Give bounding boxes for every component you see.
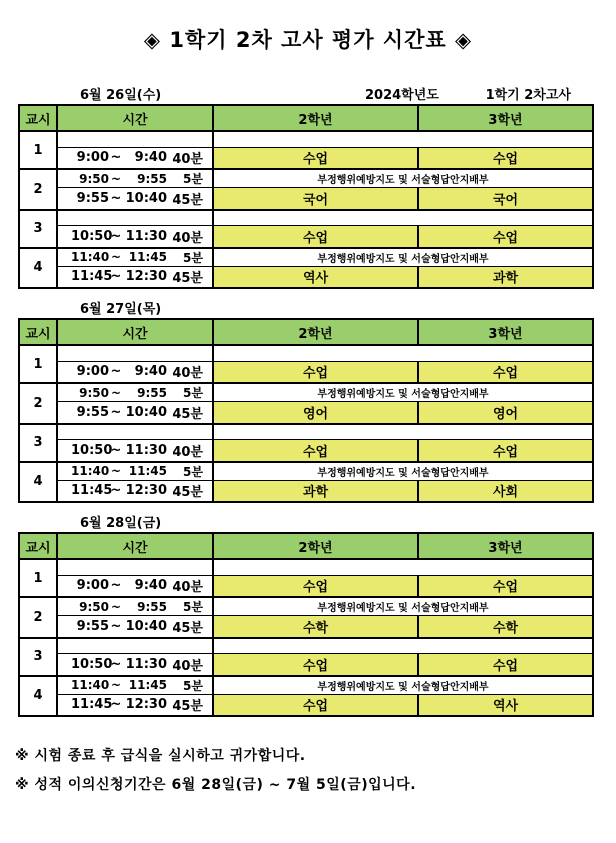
proctoring-note-cell: 부정행위예방지도 및 서술형답안지배부 [213,383,593,402]
time-end: 11:30 [125,228,167,244]
proctoring-note-cell: 부정행위예방지도 및 서술형답안지배부 [213,597,593,616]
day-date-label: 6월 27일(목) [80,302,162,317]
time-start: 9:55 [76,618,109,634]
timetable-row [19,440,593,462]
time-cell [57,266,213,288]
time-duration: 40분 [172,152,203,168]
grade3-subject-cell: 역사 [418,694,593,716]
time-separator: ~ [110,150,122,166]
time-range [58,677,212,694]
time-start: 9:55 [76,404,109,420]
grade2-subject-cell: 과학 [213,480,418,502]
time-end: 10:40 [125,190,167,206]
time-range [58,170,212,187]
time-separator: ~ [110,483,122,499]
timetable-row [19,694,593,716]
time-start: 9:50 [79,599,109,614]
time-range [58,695,212,714]
time-range [58,481,212,500]
time-separator: ~ [110,269,122,285]
time-separator: ~ [110,656,122,672]
column-header-grade2: 2학년 [213,105,418,131]
time-duration: 5분 [183,386,203,400]
blank-cell [213,345,593,361]
day-header-3 [18,512,573,529]
time-duration: 40분 [172,444,203,460]
timetable-row [19,169,593,188]
time-duration: 45분 [172,271,203,287]
blank-cell [213,424,593,440]
time-separator: ~ [110,678,122,692]
exam-timetable-day1 [18,104,594,289]
day-header-2 [18,298,573,315]
time-start: 10:50 [71,656,113,672]
time-start: 11:40 [71,678,110,692]
time-cell [57,559,213,575]
time-end: 12:30 [125,269,167,285]
time-start: 9:50 [79,385,109,400]
column-header-grade2: 2학년 [213,533,418,559]
time-duration: 40분 [172,658,203,674]
blank-cell [213,210,593,226]
time-end: 12:30 [125,483,167,499]
time-start: 11:40 [71,464,110,478]
time-end: 11:45 [128,678,167,692]
timetable-row [19,597,593,616]
exam-timetable-day3 [18,532,594,717]
time-end: 9:55 [137,171,167,186]
time-cell [57,169,213,188]
period-number-cell: 3 [19,210,57,248]
time-duration: 45분 [172,406,203,422]
footnote-objection-period: ※ 성적 이의신청기간은 6월 28일(금) ~ 7월 5일(금)입니다. [15,777,417,793]
time-separator: ~ [110,385,122,400]
day-section-1 [0,84,616,289]
grade3-subject-cell: 과학 [418,266,593,288]
timetable-row [19,226,593,248]
time-cell [57,147,213,169]
time-separator: ~ [110,364,122,380]
time-range [58,249,212,266]
time-end: 9:40 [134,150,167,166]
time-duration: 40분 [172,366,203,382]
period-number-cell: 1 [19,559,57,597]
column-header-grade3: 3학년 [418,533,593,559]
grade2-subject-cell: 수업 [213,654,418,676]
time-range [58,441,212,460]
period-number-cell: 1 [19,131,57,169]
timetable-row [19,424,593,440]
time-range [58,189,212,208]
time-start: 9:50 [79,171,109,186]
period-number-cell: 3 [19,638,57,676]
grade3-subject-cell: 수업 [418,440,593,462]
column-header-grade3: 3학년 [418,105,593,131]
timetable-header-row [19,319,593,345]
time-cell [57,597,213,616]
time-separator: ~ [110,190,122,206]
blank-cell [213,638,593,654]
time-cell [57,361,213,383]
time-start: 11:45 [71,697,113,713]
timetable-row [19,654,593,676]
time-cell [57,383,213,402]
day-section-2 [0,298,616,503]
school-year-label: 2024학년도 [365,88,439,103]
column-header-grade3: 3학년 [418,319,593,345]
time-range [58,617,212,636]
grade2-subject-cell: 수업 [213,694,418,716]
time-separator: ~ [110,228,122,244]
time-cell [57,248,213,267]
timetable-row [19,361,593,383]
grade2-subject-cell: 수업 [213,575,418,597]
time-duration: 45분 [172,485,203,501]
grade3-subject-cell: 수업 [418,147,593,169]
period-number-cell: 1 [19,345,57,383]
time-end: 10:40 [125,618,167,634]
grade2-subject-cell: 수업 [213,147,418,169]
time-start: 9:00 [76,150,109,166]
period-number-cell: 4 [19,676,57,717]
grade3-subject-cell: 국어 [418,188,593,210]
time-range [58,384,212,401]
time-range [58,227,212,246]
time-start: 11:45 [71,483,113,499]
day-date-label: 6월 26일(수) [80,88,162,103]
time-cell [57,616,213,638]
time-duration: 5분 [183,600,203,614]
day-section-3 [0,512,616,717]
grade2-subject-cell: 수업 [213,361,418,383]
time-separator: ~ [110,599,122,614]
column-header-time: 시간 [57,319,213,345]
time-end: 9:55 [137,385,167,400]
time-start: 9:55 [76,190,109,206]
grade3-subject-cell: 수업 [418,361,593,383]
grade2-subject-cell: 수업 [213,226,418,248]
grade3-subject-cell: 수업 [418,226,593,248]
timetable-row [19,266,593,288]
grade3-subject-cell: 수학 [418,616,593,638]
time-separator: ~ [110,697,122,713]
time-separator: ~ [110,464,122,478]
time-cell [57,638,213,654]
time-separator: ~ [110,250,122,264]
time-end: 10:40 [125,404,167,420]
timetable-header-row [19,105,593,131]
time-cell [57,345,213,361]
time-start: 9:00 [76,364,109,380]
time-cell [57,480,213,502]
column-header-time: 시간 [57,533,213,559]
timetable-row [19,210,593,226]
column-header-period: 교시 [19,319,57,345]
time-cell [57,188,213,210]
period-number-cell: 4 [19,462,57,503]
time-range [58,655,212,674]
timetable-row [19,462,593,481]
time-start: 11:40 [71,250,110,264]
time-range [58,576,212,595]
time-end: 11:45 [128,250,167,264]
proctoring-note-cell: 부정행위예방지도 및 서술형답안지배부 [213,248,593,267]
time-duration: 5분 [183,678,203,693]
time-end: 9:40 [134,578,167,594]
time-separator: ~ [110,442,122,458]
grade2-subject-cell: 수업 [213,440,418,462]
time-duration: 45분 [172,620,203,636]
time-range [58,463,212,480]
grade3-subject-cell: 수업 [418,654,593,676]
timetable-row [19,383,593,402]
blank-cell [213,559,593,575]
timetable-row [19,480,593,502]
time-end: 12:30 [125,697,167,713]
column-header-period: 교시 [19,105,57,131]
timetable-row [19,676,593,695]
timetable-row [19,559,593,575]
column-header-time: 시간 [57,105,213,131]
column-header-grade2: 2학년 [213,319,418,345]
time-cell [57,462,213,481]
time-duration: 45분 [172,192,203,208]
time-duration: 40분 [172,580,203,596]
day-header-1 [18,84,573,101]
timetable-row [19,188,593,210]
time-cell [57,694,213,716]
time-duration: 5분 [183,464,203,479]
period-number-cell: 2 [19,597,57,638]
time-range [58,362,212,381]
time-duration: 40분 [172,230,203,246]
timetable-row [19,131,593,147]
time-start: 9:00 [76,578,109,594]
time-duration: 45분 [172,699,203,715]
footnote-lunch: ※ 시험 종료 후 급식을 실시하고 귀가합니다. [15,748,306,764]
period-number-cell: 4 [19,248,57,289]
period-number-cell: 2 [19,383,57,424]
time-cell [57,654,213,676]
time-cell [57,226,213,248]
time-range [58,267,212,286]
proctoring-note-cell: 부정행위예방지도 및 서술형답안지배부 [213,676,593,695]
exam-timetable-day2 [18,318,594,503]
time-separator: ~ [110,171,122,186]
time-end: 11:45 [128,464,167,478]
column-header-period: 교시 [19,533,57,559]
grade2-subject-cell: 영어 [213,402,418,424]
timetables [0,84,616,717]
timetable-row [19,638,593,654]
time-cell [57,575,213,597]
timetable-row [19,575,593,597]
time-end: 11:30 [125,442,167,458]
timetable-header-row [19,533,593,559]
time-separator: ~ [110,578,122,594]
period-number-cell: 2 [19,169,57,210]
time-cell [57,676,213,695]
timetable-row [19,248,593,267]
time-start: 10:50 [71,228,113,244]
time-separator: ~ [110,618,122,634]
day-date-label: 6월 28일(금) [80,516,162,531]
time-range [58,148,212,167]
timetable-row [19,402,593,424]
grade3-subject-cell: 영어 [418,402,593,424]
time-cell [57,440,213,462]
grade2-subject-cell: 국어 [213,188,418,210]
footnotes [15,745,616,794]
grade2-subject-cell: 역사 [213,266,418,288]
timetable-row [19,345,593,361]
time-range [58,598,212,615]
time-range [58,403,212,422]
period-number-cell: 3 [19,424,57,462]
time-cell [57,424,213,440]
time-cell [57,210,213,226]
timetable-row [19,147,593,169]
time-cell [57,402,213,424]
time-duration: 5분 [183,172,203,186]
exam-name-label: 1학기 2차고사 [485,88,571,103]
time-duration: 5분 [183,250,203,265]
document-page [0,24,616,843]
time-end: 9:40 [134,364,167,380]
time-separator: ~ [110,404,122,420]
proctoring-note-cell: 부정행위예방지도 및 서술형답안지배부 [213,462,593,481]
time-start: 10:50 [71,442,113,458]
time-end: 11:30 [125,656,167,672]
proctoring-note-cell: 부정행위예방지도 및 서술형답안지배부 [213,169,593,188]
grade2-subject-cell: 수학 [213,616,418,638]
grade3-subject-cell: 사회 [418,480,593,502]
timetable-row [19,616,593,638]
time-cell [57,131,213,147]
page-title: ◈ 1학기 2차 고사 평가 시간표 ◈ [143,28,473,52]
blank-cell [213,131,593,147]
grade3-subject-cell: 수업 [418,575,593,597]
time-start: 11:45 [71,269,113,285]
time-end: 9:55 [137,599,167,614]
